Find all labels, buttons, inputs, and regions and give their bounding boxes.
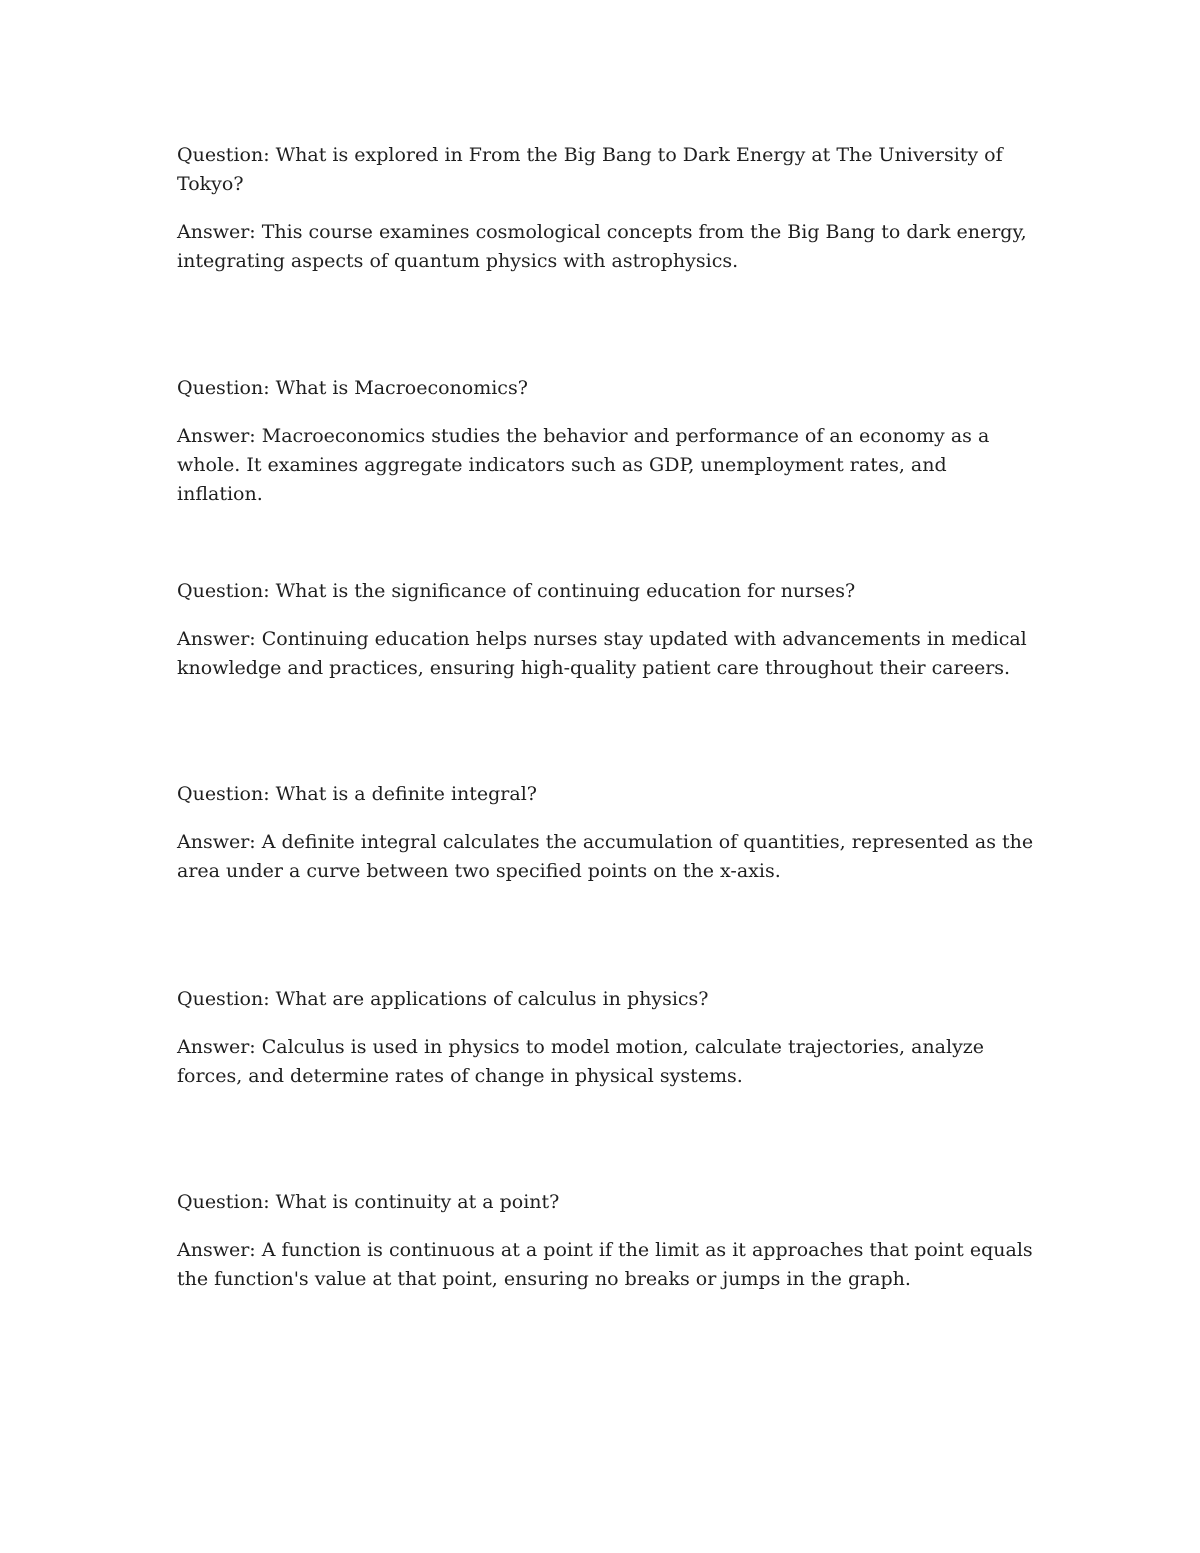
qa-item: [177, 985, 1037, 1091]
qa-item: [177, 577, 1037, 683]
question-text: Question: What is continuity at a point?: [177, 1191, 560, 1213]
question-text: Question: What is Macroeconomics?: [177, 377, 528, 399]
answer-text: Answer: A definite integral calculates the accumulation of quantities, represented as the area under a curve between two specified points on the x-axis.: [177, 831, 1034, 882]
qa-item: [177, 1188, 1037, 1294]
answer-text: Answer: Continuing education helps nurses stay updated with advancements in medical knowledge and practices, ensuring high-quality patient care throughout their careers.: [177, 628, 1027, 679]
question-text: Question: What is the significance of continuing education for nurses?: [177, 580, 856, 602]
qa-item: [177, 141, 1037, 276]
answer-text: Answer: This course examines cosmological concepts from the Big Bang to dark energy, integrating aspects of quantum physics with astrophysics.: [177, 221, 1027, 272]
question-text: Question: What is explored in From the Big Bang to Dark Energy at The University of Tokyo?: [177, 144, 1003, 195]
answer-text: Answer: A function is continuous at a point if the limit as it approaches that point equals the function's value at that point, ensuring no breaks or jumps in the graph.: [177, 1239, 1033, 1290]
qa-item: [177, 374, 1037, 509]
answer-text: Answer: Macroeconomics studies the behavior and performance of an economy as a whole. It examines aggregate indicators such as GDP, unemployment rates, and inflation.: [177, 425, 990, 505]
qa-item: [177, 780, 1037, 886]
answer-text: Answer: Calculus is used in physics to model motion, calculate trajectories, analyze forces, and determine rates of change in physical systems.: [177, 1036, 985, 1087]
question-text: Question: What is a definite integral?: [177, 783, 537, 805]
question-text: Question: What are applications of calculus in physics?: [177, 988, 709, 1010]
